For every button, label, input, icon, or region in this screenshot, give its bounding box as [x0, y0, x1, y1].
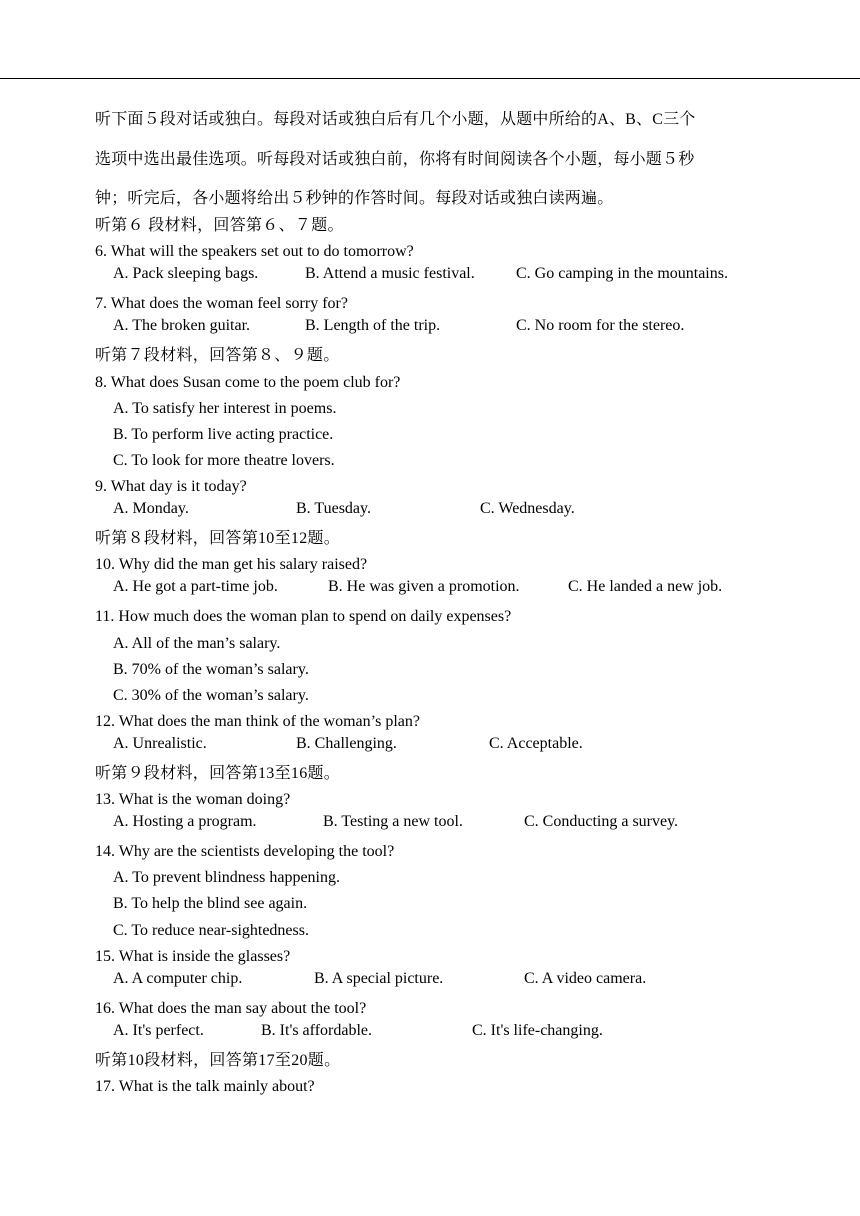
answer-option[interactable]: A. A computer chip. — [113, 969, 243, 987]
answer-option[interactable]: C. Conducting a survey. — [524, 813, 679, 831]
answer-option[interactable]: C. To look for more theatre lovers. — [113, 451, 335, 469]
question-text: 16. What does the man say about the tool? — [95, 999, 367, 1017]
answer-option[interactable]: A. It's perfect. — [113, 1021, 204, 1039]
answer-option[interactable]: A. Monday. — [113, 500, 189, 518]
answer-options-row — [95, 578, 835, 604]
header-rule — [0, 78, 860, 79]
answer-option[interactable]: B. Length of the trip. — [305, 317, 441, 335]
answer-options-row — [95, 970, 835, 996]
question-text: 9. What day is it today? — [95, 477, 247, 495]
section-header: 听第８段材料，回答第10至12题。 — [95, 530, 341, 548]
answer-option[interactable]: C. A video camera. — [524, 969, 647, 987]
answer-option[interactable]: C. No room for the stereo. — [516, 317, 685, 335]
answer-option[interactable]: B. To perform live acting practice. — [113, 425, 334, 443]
answer-options-row — [95, 317, 835, 343]
instructions-line: 钟；听完后，各小题将给出５秒钟的作答时间。每段对话或独白读两遍。 — [95, 190, 614, 207]
answer-options-row — [95, 813, 835, 839]
question-text: 11. How much does the woman plan to spend on daily expenses? — [95, 608, 512, 626]
section-header: 听第10段材料，回答第17至20题。 — [95, 1052, 341, 1069]
answer-option[interactable]: A. Pack sleeping bags. — [113, 265, 259, 283]
answer-option[interactable]: A. Unrealistic. — [113, 734, 207, 752]
question-text: 12. What does the man think of the woman’s plan? — [95, 712, 420, 730]
answer-option[interactable]: A. To prevent blindness happening. — [113, 869, 340, 887]
instructions — [95, 100, 755, 219]
answer-option[interactable]: B. A special picture. — [314, 969, 444, 987]
answer-options-row — [95, 735, 835, 761]
question-list — [95, 213, 835, 1100]
question-text: 14. Why are the scientists developing the tool? — [95, 843, 395, 861]
answer-option[interactable]: C. It's life-changing. — [472, 1021, 603, 1039]
answer-option[interactable]: B. He was given a promotion. — [328, 578, 520, 596]
answer-option[interactable]: C. To reduce near-sightedness. — [113, 921, 309, 939]
question-text: 13. What is the woman doing? — [95, 791, 291, 809]
section-header: 听第９段材料，回答第13至16题。 — [95, 764, 341, 782]
answer-option[interactable]: B. Tuesday. — [296, 500, 371, 518]
answer-option[interactable]: B. Challenging. — [296, 734, 397, 752]
answer-option[interactable]: C. Go camping in the mountains. — [516, 265, 728, 283]
instructions-line: 选项中选出最佳选项。听每段对话或独白前，你将有时间阅读各个小题，每小题５秒 — [95, 150, 695, 168]
answer-option[interactable]: A. Hosting a program. — [113, 813, 257, 831]
instructions-line: 听下面５段对话或独白。每段对话或独白后有几个小题，从题中所给的A、B、C三个 — [95, 111, 696, 128]
answer-option[interactable]: B. Attend a music festival. — [305, 265, 475, 283]
question-text: 10. Why did the man get his salary raised? — [95, 556, 368, 574]
answer-options-row — [95, 500, 835, 526]
answer-option[interactable]: B. 70% of the woman’s salary. — [113, 660, 309, 678]
answer-option[interactable]: C. Wednesday. — [480, 500, 575, 518]
answer-option[interactable]: C. 30% of the woman’s salary. — [113, 686, 309, 704]
section-header: 听第６ 段材料，回答第６、７题。 — [95, 217, 344, 234]
question-text: 7. What does the woman feel sorry for? — [95, 295, 348, 313]
answer-option[interactable]: B. It's affordable. — [261, 1021, 372, 1039]
answer-option[interactable]: A. All of the man’s salary. — [113, 634, 281, 652]
section-header: 听第７段材料，回答第８、９题。 — [95, 347, 340, 365]
answer-option[interactable]: A. The broken guitar. — [113, 317, 251, 335]
answer-option[interactable]: C. Acceptable. — [489, 734, 583, 752]
question-text: 15. What is inside the glasses? — [95, 947, 291, 965]
question-text: 17. What is the talk mainly about? — [95, 1078, 315, 1096]
question-text: 6. What will the speakers set out to do tomorrow? — [95, 243, 414, 261]
answer-option[interactable]: A. He got a part-time job. — [113, 578, 278, 596]
answer-option[interactable]: B. Testing a new tool. — [323, 813, 463, 831]
answer-option[interactable]: A. To satisfy her interest in poems. — [113, 399, 337, 417]
question-text: 8. What does Susan come to the poem club for? — [95, 373, 401, 391]
answer-option[interactable]: B. To help the blind see again. — [113, 895, 308, 913]
answer-option[interactable]: C. He landed a new job. — [568, 578, 723, 596]
answer-options-row — [95, 1022, 835, 1048]
answer-options-row — [95, 265, 835, 291]
